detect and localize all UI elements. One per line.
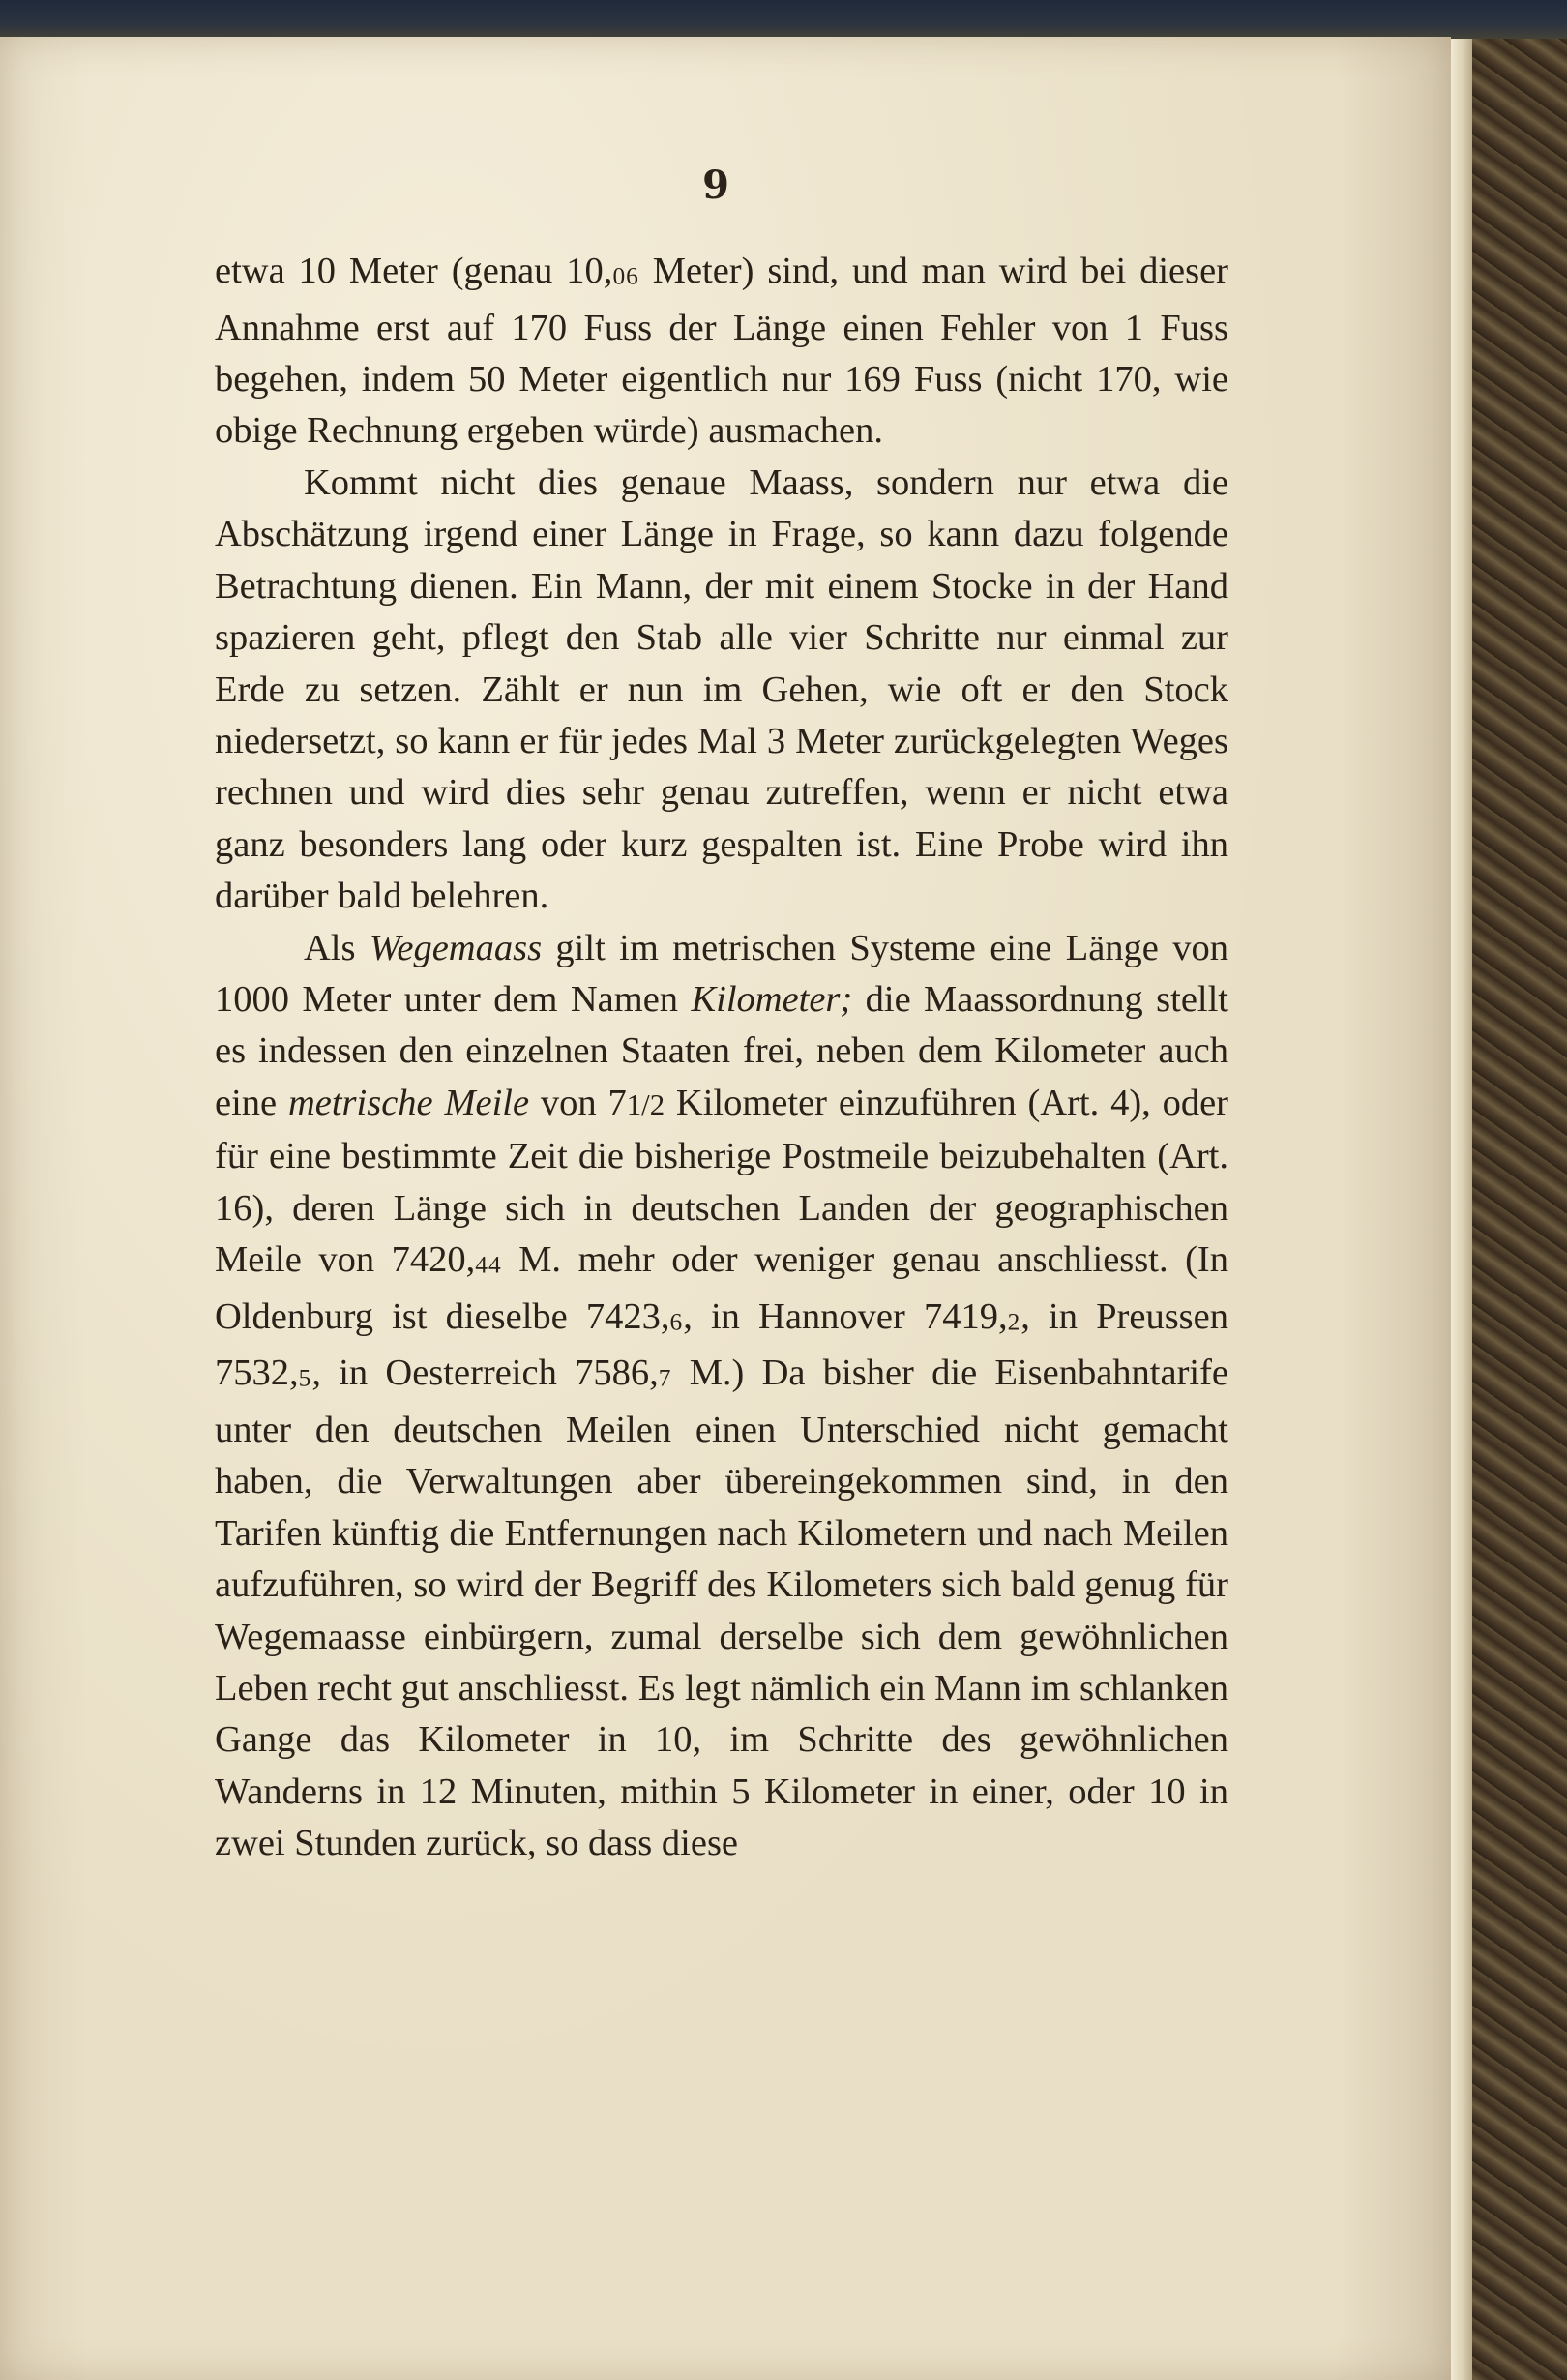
p3-decimal-5: 7 xyxy=(658,1364,672,1392)
p1-decimal-1: 06 xyxy=(612,262,639,290)
p3-decimal-4: 5 xyxy=(298,1364,312,1392)
p3-text-7: , in Hannover 7419, xyxy=(683,1295,1008,1337)
p3-text-3: die Maassordnung stellt es indessen den einzelnen Staaten frei, neben dem Kilometer auch eine xyxy=(215,978,1228,1123)
p1-text-1: etwa 10 Meter (genau 10, xyxy=(215,251,613,291)
p3-decimal-3: 2 xyxy=(1007,1307,1021,1335)
p3-text-5: Kilometer einzuführen (Art. 4), oder für eine bestimmte Zeit die bisherige Postmeile beizubehalten (Art. 16), deren Länge sich in deutschen Landen der geographischen Meile von 7420, xyxy=(215,1082,1229,1280)
p3-italic-metrische-meile: metrische Meile xyxy=(287,1082,530,1123)
paragraph-1 xyxy=(215,246,1228,458)
p3-text-10: M.) Da bisher die Eisenbahntarife unter den deutschen Meilen einen Unterschied nicht gemacht haben, die Verwaltungen aber übereingekommen sind, in den Tarifen künftig die Entfernungen nach Kilometern und nach Meilen aufzuführen, so wird der Begriff des Kilometers sich bald genug für Wegemaasse einbürgern, zumal derselbe sich dem gewöhnlichen Leben recht gut anschliesst. Es legt nämlich ein Mann im schlanken Gange das Kilometer in 10, im Schritte des gewöhnlichen Wanderns in 12 Minuten, mithin 5 Kilometer in einer, oder 10 in zwei Stunden zurück, so dass diese xyxy=(215,1353,1229,1864)
p3-italic-wegemaass: Wegemaass xyxy=(369,927,543,968)
p1-text-2: Meter) sind, und man wird bei dieser Annahme erst auf 170 Fuss der Länge einen Fehler von 1 Fuss begehen, indem 50 Meter eigentlich nur 169 Fuss (nicht 170, wie obige Rechnung ergeben würde) ausmachen. xyxy=(215,251,1228,452)
p3-text-8: , in Preussen 7532, xyxy=(215,1295,1229,1394)
p3-fraction: 1/2 xyxy=(626,1087,665,1121)
paragraph-3 xyxy=(215,923,1228,1870)
p3-decimal-1: 44 xyxy=(475,1251,502,1279)
p3-text-6: M. mehr oder weniger genau anschliesst. (In Oldenburg ist dieselbe 7423, xyxy=(215,1238,1228,1337)
book-cover-edge xyxy=(1451,39,1567,2380)
p3-text-1: Als xyxy=(304,927,370,968)
paragraph-2: Kommt nicht dies genaue Maass, sondern nur etwa die Abschätzung irgend einer Länge in Frage, so kann dazu folgende Betrachtung dienen. Ein Mann, der mit einem Stocke in der Hand spazieren geht, pflegt den Stab alle vier Schritte nur einmal zur Erde zu setzen. Zählt er nun im Gehen, wie oft er den Stock niedersetzt, so kann er für jedes Mal 3 Meter zurückgelegten Weges rechnen und wird dies sehr genau zutreffen, wenn er nicht etwa ganz besonders lang oder kurz gespalten ist. Eine Probe wird ihn darüber bald belehren. xyxy=(215,461,1228,917)
body-text xyxy=(215,246,1228,1870)
p3-italic-kilometer: Kilometer; xyxy=(691,978,853,1020)
page-number: 9 xyxy=(702,163,729,208)
p3-decimal-2: 6 xyxy=(669,1307,684,1335)
p3-text-2: gilt im metrischen Systeme eine Länge von 1000 Meter unter dem Namen xyxy=(215,927,1229,1020)
p3-text-4: von 7 xyxy=(529,1082,627,1123)
p3-text-9: , in Oesterreich 7586, xyxy=(311,1353,659,1394)
